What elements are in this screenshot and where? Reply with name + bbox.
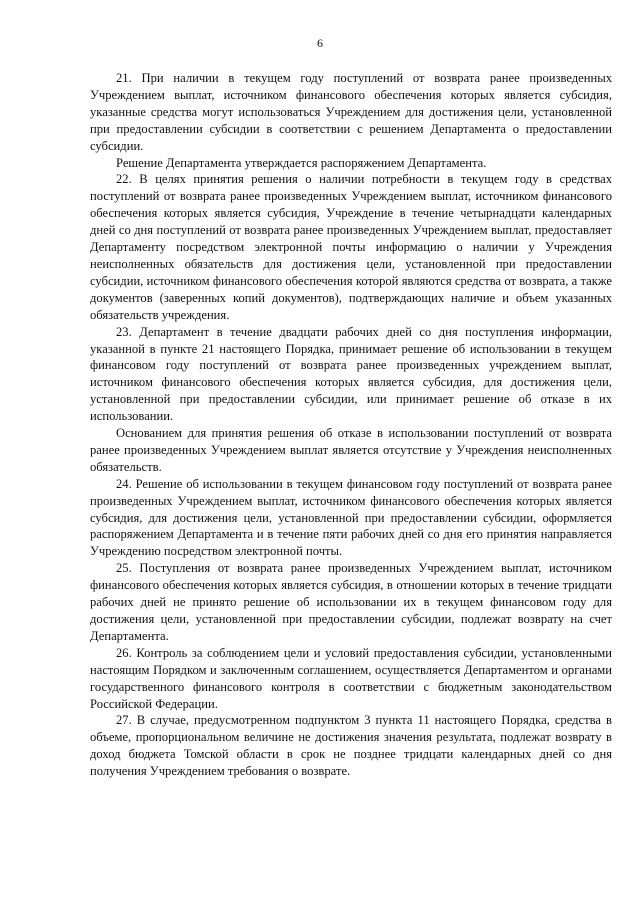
paragraph-27: 27. В случае, предусмотренном подпунктом 3 пункта 11 настоящего Порядка, средства в объеме, пропорциональном величине не достижения значения результата, подлежат возврату в доход бюджета Томской области в срок не позднее тридцати календарных дней со дня получения Учреждением требования о возврате.	[90, 713, 612, 779]
paragraph-23: 23. Департамент в течение двадцати рабочих дней со дня поступления информации, указанной в пункте 21 настоящего Порядка, принимает решение об использовании в текущем финансовом году поступлений от возврата ранее произведенных учреждением выплат, источником финансового обеспечения которых является субсидия, для достижения цели, установленной при предоставлении субсидии, или принимает решение об отказе в их использовании.	[90, 324, 612, 424]
paragraph-26: 26. Контроль за соблюдением цели и условий предоставления субсидии, установленными настоящим Порядком и заключенным соглашением, осуществляется Департаментом и органами государственного финансового контроля в соответствии с бюджетным законодательством Российской Федерации.	[90, 645, 612, 711]
paragraph-21-decision: Решение Департамента утверждается распоряжением Департамента.	[116, 155, 487, 170]
paragraph-24: 24. Решение об использовании в текущем финансовом году поступлений от возврата ранее произведенных Учреждением выплат, источником финансового обеспечения которых является субсидия, для достижения цели, установленной при предоставлении субсидии, оформляется распоряжением Департамента и в течение пяти рабочих дней со дня его принятия направляется Учреждению посредством электронной почты.	[90, 476, 612, 559]
paragraph-21: 21. При наличии в текущем году поступлений от возврата ранее произведенных Учреждением выплат, источником финансового обеспечения которых является субсидия, указанные средства могут использоваться Учреждением для достижения цели, установленной при предоставлении субсидии в соответствии с решением Департамента о предоставлении субсидии.	[90, 71, 612, 153]
paragraph-22: 22. В целях принятия решения о наличии потребности в текущем году в средствах поступлений от возврата ранее произведенных Учреждением выплат, источником финансового обеспечения которых является субсидия, Учреждение в течение четырнадцати календарных дней со дня поступлений от возврата ранее произведенных Учреждением выплат, предоставляет Департаменту посредством электронной почты информацию о наличии у Учреждения неисполненных обязательств для достижения цели, установленной при предоставлении субсидии, источником финансового обеспечения которой являются средства от возврата, а также документов (заверенных копий документов), подтверждающих наличие и объем указанных обязательств учреждения.	[90, 172, 612, 322]
page-number: 6	[317, 36, 323, 50]
paragraph-23-refusal-basis: Основанием для принятия решения об отказе в использовании поступлений от возврата ранее произведенных Учреждением выплат является отсутствие у Учреждения неисполненных обязательств.	[90, 426, 612, 474]
paragraph-25: 25. Поступления от возврата ранее произведенных Учреждением выплат, источником финансового обеспечения которых является субсидия, в отношении которых в течение тридцати рабочих дней не принято решение об использовании их в текущем финансовом году для достижения цели, установленной при предоставлении субсидии, подлежат возврату на счет Департамента.	[90, 561, 612, 643]
document-body	[90, 70, 612, 780]
